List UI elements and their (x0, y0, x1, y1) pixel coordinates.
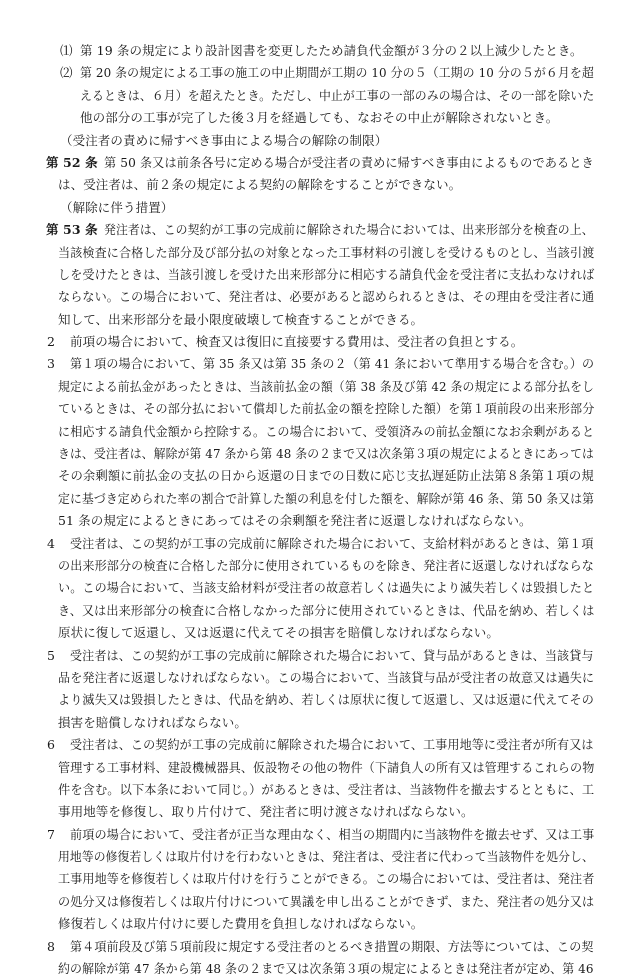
text-line (0, 264, 630, 286)
text-line (0, 465, 630, 487)
article-caption: （受注者の責めに帰すべき事由による場合の解除の制限） (60, 132, 388, 148)
article-caption: （解除に伴う措置） (60, 199, 174, 215)
article-number: 第 53 条 (46, 222, 98, 238)
text-line (0, 779, 630, 801)
text-line (0, 353, 630, 375)
text-line (0, 40, 630, 62)
text-line (0, 219, 630, 241)
text-line (0, 421, 630, 443)
text-line (0, 667, 630, 689)
line-text: 規定による前払金があったときは、当該前払金の額（第 38 条及び第 42 条の規定による部分払をし (58, 378, 595, 394)
line-text: 損害を賠償しなければならない。 (58, 714, 248, 730)
paragraph-number: 7 (47, 826, 56, 842)
line-text: 件を含む。以下本条において同じ。）があるときは、受注者は、当該物件を撤去するとともに、工 (58, 781, 595, 797)
line-text: い。この場合において、当該支給材料が受注者の故意若しくは過失により滅失若しくは毀損したと (58, 580, 595, 596)
line-text: えるときは、６月）を超えたとき。ただし、中止が工事の一部のみの場合は、その一部を除いた (80, 87, 595, 103)
line-text: 他の部分の工事が完了した後３月を経過しても、なおその中止が解除されないとき。 (80, 110, 559, 126)
line-text: 事用地等を修復し、取り片付けて、発注者に明け渡さなければならない。 (58, 804, 474, 820)
text-line (0, 846, 630, 868)
text-line (0, 174, 630, 196)
item-marker: ⑴ (60, 43, 73, 58)
line-text: 管理する工事材料、建設機械器具、仮設物その他の物件（下請負人の所有又は管理するこれらの物 (58, 759, 595, 775)
line-text: 当該検査に合格した部分及び部分払の対象となった工事材料の引渡しを受けるものとし、当該引渡 (58, 244, 595, 260)
text-line (0, 913, 630, 935)
document-page (0, 40, 630, 980)
text-line (0, 622, 630, 644)
paragraph-number: 2 (47, 334, 56, 350)
line-text: 修復若しくは取片付けに要した費用を負担しなければならない。 (58, 916, 424, 932)
line-text: 第 19 条の規定により設計図書を変更したため請負代金額が３分の２以上減少したとき。 (80, 43, 583, 58)
line-text: 知して、出来形部分を最小限度破壊して検査することができる。 (58, 311, 424, 327)
line-text: 51 条の規定によるときにあってはその余剰額を発注者に返還しなければならない。 (58, 513, 532, 529)
line-text: きは、受注者は、解除が第 47 条から第 48 条の２まで又は次条第３項の規定によるときにあっては (58, 446, 595, 462)
text-line (0, 398, 630, 420)
text-line (0, 331, 630, 353)
text-line (0, 62, 630, 84)
line-text: 原状に復して返還し、又は返還に代えてその損害を賠償しなければならない。 (58, 625, 500, 641)
line-text: は、受注者は、前２条の規定による契約の解除をすることができない。 (58, 177, 462, 193)
text-line (0, 600, 630, 622)
line-text: ならない。この場合において、発注者は、必要があると認められるときは、その理由を受注者に通 (58, 289, 595, 305)
line-text: 前項の場合において、受注者が正当な理由なく、相当の期間内に当該物件を撤去せず、又は工事 (70, 826, 595, 842)
text-line (0, 958, 630, 980)
text-line (0, 555, 630, 577)
line-text: より滅失又は毀損したときは、代品を納め、若しくは原状に復して返還し、又は返還に代えてその (58, 692, 594, 708)
line-text: 定に基づき定められた率の割合で計算した額の利息を付した額を、解除が第 46 条、第 50 条又は第 (58, 490, 595, 506)
line-text: 受注者は、この契約が工事の完成前に解除された場合において、貸与品があるときは、当該貸与 (70, 647, 594, 663)
text-line (0, 689, 630, 711)
text-line (0, 734, 630, 756)
text-line (0, 152, 630, 174)
text-line (0, 130, 630, 152)
line-text: の出来形部分の検査に合格した部分に使用されているものを除き、発注者に返還しなければならな (58, 557, 594, 573)
text-line (0, 645, 630, 667)
line-text: 用地等の修復若しくは取片付けを行わないときは、発注者は、受注者に代わって当該物件を処分し、 (58, 849, 594, 865)
line-text: 第 20 条の規定による工事の施工の中止期間が工期の 10 分の５（工期の 10 分の５が６月を超 (80, 65, 594, 81)
text-line (0, 757, 630, 779)
text-line (0, 824, 630, 846)
text-line (0, 85, 630, 107)
line-text: 第４項前段及び第５項前段に規定する受注者のとるべき措置の期限、方法等については、この契 (70, 938, 594, 954)
paragraph-number: 3 (47, 356, 56, 372)
text-line (0, 488, 630, 510)
line-text: き、又は出来形部分の検査に合格しなかった部分に使用されているときは、代品を納め、若しくは (58, 602, 595, 618)
line-text: 品を発注者に返還しなければならない。この場合において、当該貸与品が受注者の故意又は過失に (58, 669, 595, 685)
text-line (0, 242, 630, 264)
line-text: に相応する請負代金額から控除する。この場合において、受領済みの前払金額になお余剰があると (58, 423, 595, 439)
text-line (0, 712, 630, 734)
text-line (0, 801, 630, 823)
paragraph-number: 5 (47, 647, 56, 663)
line-text: 受注者は、この契約が工事の完成前に解除された場合において、工事用地等に受注者が所有又は (70, 737, 594, 753)
paragraph-number: 4 (47, 535, 56, 551)
line-text: 発注者は、この契約が工事の完成前に解除された場合においては、出来形部分を検査の上、 (104, 222, 594, 238)
line-text: 前項の場合において、検査又は復旧に直接要する費用は、受注者の負担とする。 (70, 334, 524, 350)
text-line (0, 510, 630, 532)
line-text: 第 50 条又は前条各号に定める場合が受注者の責めに帰すべき事由によるものであるとき (104, 154, 594, 170)
text-line (0, 107, 630, 129)
text-line (0, 376, 630, 398)
line-text: その余剰額に前払金の支払の日から返還の日までの日数に応じ支払遅延防止法第８条第１項の規 (58, 468, 594, 484)
text-line (0, 286, 630, 308)
text-line (0, 533, 630, 555)
text-line (0, 936, 630, 958)
text-line (0, 577, 630, 599)
paragraph-number: 8 (47, 938, 56, 954)
line-text: ているときは、その部分払において償却した前払金の額を控除した額）を第１項前段の出来形部分 (58, 401, 595, 417)
article-number: 第 52 条 (46, 154, 98, 170)
line-text: 受注者は、この契約が工事の完成前に解除された場合において、支給材料があるときは、第１項 (70, 535, 594, 551)
item-marker: ⑵ (60, 65, 73, 81)
line-text: 第１項の場合において、第 35 条又は第 35 条の２（第 41 条において準用する場合を含む。）の (70, 356, 595, 372)
text-line (0, 868, 630, 890)
line-text: の処分又は修復若しくは取片付けについて異議を申し出ることができず、また、発注者の処分又は (58, 893, 595, 909)
text-line (0, 443, 630, 465)
paragraph-number: 6 (47, 737, 56, 753)
text-line (0, 309, 630, 331)
line-text: 工事用地等を修復若しくは取片付けを行うことができる。この場合においては、受注者は、発注者 (58, 871, 595, 887)
text-line (0, 891, 630, 913)
line-text: 約の解除が第 47 条から第 48 条の２まで又は次条第３項の規定によるときは発注者が定め、第 46 (58, 961, 594, 977)
line-text: しを受けたときは、当該引渡しを受けた出来形部分に相応する請負代金を受注者に支払わなければ (58, 266, 595, 282)
text-line (0, 197, 630, 219)
